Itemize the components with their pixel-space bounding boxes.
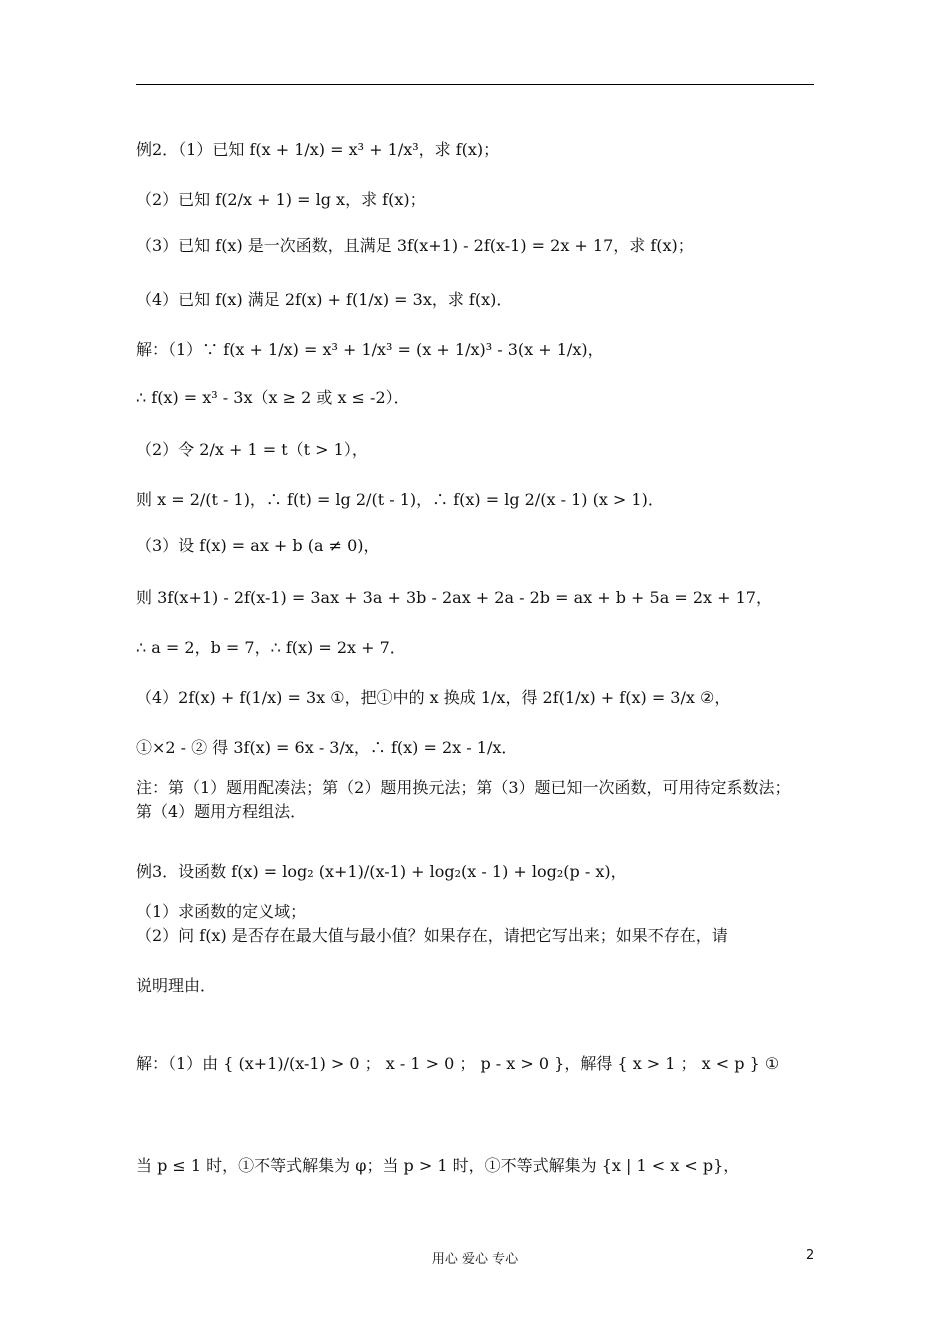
text-line: 第（4）题用方程组法． (136, 802, 307, 821)
text-line: 解：（1）由 { (x+1)/(x-1) > 0 ； x - 1 > 0 ； p - x > 0 }，解得 { x > 1 ； x < p } ① (136, 1054, 780, 1073)
text-line: ∴ f(x) = x³ - 3x（x ≥ 2 或 x ≤ -2）． (136, 388, 410, 407)
text-line: （2）问 f(x) 是否存在最大值与最小值？如果存在，请把它写出来；如果不存在，请 (136, 926, 728, 945)
text-line: （2）已知 f(2/x + 1) = lg x，求 f(x)； (136, 190, 426, 209)
page-number: 2 (806, 1248, 815, 1263)
text-line: （1）求函数的定义域； (136, 902, 307, 921)
text-line: 则 x = 2/(t - 1)，∴ f(t) = lg 2/(t - 1)，∴ f(x) = lg 2/(x - 1) (x > 1)． (136, 490, 664, 509)
text-line: 例2．（1）已知 f(x + 1/x) = x³ + 1/x³，求 f(x)； (136, 140, 500, 159)
text-line: （2）令 2/x + 1 = t（t > 1）， (136, 440, 368, 459)
text-line: （4）已知 f(x) 满足 2f(x) + f(1/x) = 3x，求 f(x)． (136, 290, 513, 309)
text-line: （3）设 f(x) = ax + b (a ≠ 0)， (136, 536, 380, 555)
text-line: 解：（1）∵ f(x + 1/x) = x³ + 1/x³ = (x + 1/x)³ - 3(x + 1/x)， (136, 340, 604, 359)
text-line: 注：第（1）题用配凑法；第（2）题用换元法；第（3）题已知一次函数，可用待定系数法； (136, 778, 791, 797)
text-line: 说明理由． (136, 976, 217, 995)
header-rule (136, 84, 814, 85)
text-line: （3）已知 f(x) 是一次函数，且满足 3f(x+1) - 2f(x-1) = 2x + 17，求 f(x)； (136, 236, 694, 255)
text-line: ∴ a = 2，b = 7，∴ f(x) = 2x + 7． (136, 638, 406, 657)
text-line: ①×2 - ② 得 3f(x) = 6x - 3/x，∴ f(x) = 2x - 1/x． (136, 738, 518, 757)
text-line: 例3．设函数 f(x) = log₂ (x+1)/(x-1) + log₂(x - 1) + log₂(p - x)， (136, 862, 627, 881)
page-footer: 用心 爱心 专心 (431, 1252, 519, 1267)
text-line: 则 3f(x+1) - 2f(x-1) = 3ax + 3a + 3b - 2ax + 2a - 2b = ax + b + 5a = 2x + 17， (136, 588, 772, 607)
text-line: 当 p ≤ 1 时，①不等式解集为 φ；当 p > 1 时，①不等式解集为 {x | 1 < x < p}， (136, 1156, 740, 1175)
text-line: （4）2f(x) + f(1/x) = 3x ①，把①中的 x 换成 1/x，得 2f(1/x) + f(x) = 3/x ②， (136, 688, 731, 707)
